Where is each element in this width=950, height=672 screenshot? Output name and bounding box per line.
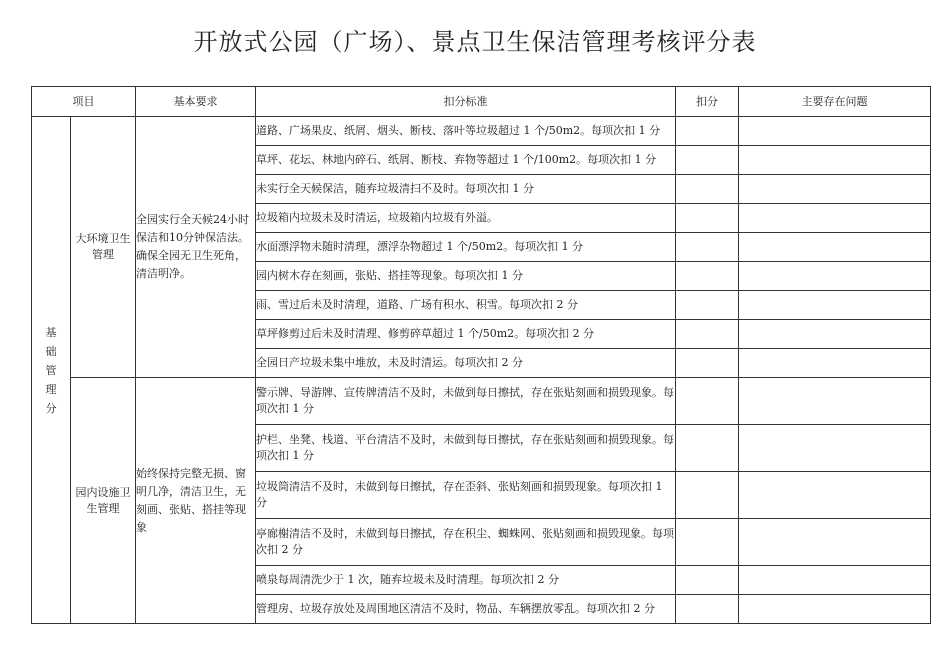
deduction-cell[interactable] [676, 117, 739, 146]
issues-cell[interactable] [739, 472, 931, 519]
issues-cell[interactable] [739, 262, 931, 291]
deduction-cell[interactable] [676, 378, 739, 425]
issues-cell[interactable] [739, 204, 931, 233]
issues-cell[interactable] [739, 233, 931, 262]
header-row [32, 87, 931, 117]
deduction-cell[interactable] [676, 204, 739, 233]
deduction-cell[interactable] [676, 146, 739, 175]
header-standard: 扣分标准 [256, 87, 676, 117]
standard-cell: 未实行全天候保洁，随弃垃圾清扫不及时。每项次扣 1 分 [256, 175, 676, 204]
standard-cell: 水面漂浮物未随时清理，漂浮杂物超过 1 个/50m2。每项次扣 1 分 [256, 233, 676, 262]
issues-cell[interactable] [739, 291, 931, 320]
deduction-cell[interactable] [676, 233, 739, 262]
deduction-cell[interactable] [676, 519, 739, 566]
standard-cell: 雨、雪过后未及时清理，道路、广场有积水、积雪。每项次扣 2 分 [256, 291, 676, 320]
deduction-cell[interactable] [676, 595, 739, 624]
issues-cell[interactable] [739, 566, 931, 595]
category-label: 基 础 管 理 分 [45, 325, 57, 415]
deduction-cell[interactable] [676, 291, 739, 320]
table-row [32, 117, 931, 146]
group-name-cell: 大环境卫生管理 [71, 117, 136, 378]
standard-cell: 喷泉每周清洗少于 1 次，随弃垃圾未及时清理。每项次扣 2 分 [256, 566, 676, 595]
issues-cell[interactable] [739, 425, 931, 472]
issues-cell[interactable] [739, 595, 931, 624]
header-item: 项目 [32, 87, 136, 117]
requirement-text: 全园实行全天候24小时保洁和10分钟保洁法。确保全园无卫生死角，清洁明净。 [136, 213, 249, 280]
page-title: 开放式公园（广场）、景点卫生保洁管理考核评分表 [193, 28, 757, 56]
issues-cell[interactable] [739, 378, 931, 425]
category-cell [32, 117, 71, 624]
issues-cell[interactable] [739, 349, 931, 378]
standard-cell: 草坪修剪过后未及时清理、修剪碎草超过 1 个/50m2。每项次扣 2 分 [256, 320, 676, 349]
requirement-cell [136, 117, 256, 378]
issues-cell[interactable] [739, 519, 931, 566]
deduction-cell[interactable] [676, 349, 739, 378]
standard-cell: 垃圾箱内垃圾未及时清运，垃圾箱内垃圾有外溢。 [256, 204, 676, 233]
standard-cell: 草坪、花坛、林地内碎石、纸屑、断枝、弃物等超过 1 个/100m2。每项次扣 1 分 [256, 146, 676, 175]
scoring-table [31, 86, 931, 624]
standard-cell: 园内树木存在刻画，张贴、搭挂等现象。每项次扣 1 分 [256, 262, 676, 291]
standard-cell: 管理房、垃圾存放处及周围地区清洁不及时，物品、车辆摆放零乱。每项次扣 2 分 [256, 595, 676, 624]
standard-cell: 护栏、坐凳、栈道、平台清洁不及时，未做到每日擦拭，存在张贴刻画和损毁现象。每项次扣 1 分 [256, 425, 676, 472]
deduction-cell[interactable] [676, 566, 739, 595]
standard-cell: 全园日产垃圾未集中堆放，未及时清运。每项次扣 2 分 [256, 349, 676, 378]
requirement-text: 始终保持完整无损、窗明几净，清洁卫生，无刻画、张贴、搭挂等现象 [136, 466, 246, 534]
issues-cell[interactable] [739, 146, 931, 175]
issues-cell[interactable] [739, 320, 931, 349]
issues-cell[interactable] [739, 117, 931, 146]
group-name-cell: 园内设施卫生管理 [71, 378, 136, 624]
standard-cell: 垃圾筒清洁不及时，未做到每日擦拭，存在歪斜、张贴刻画和损毁现象。每项次扣 1 分 [256, 472, 676, 519]
requirement-cell [136, 378, 256, 624]
header-issues: 主要存在问题 [739, 87, 931, 117]
table-row [32, 378, 931, 425]
deduction-cell[interactable] [676, 175, 739, 204]
header-deduction: 扣分 [676, 87, 739, 117]
deduction-cell[interactable] [676, 472, 739, 519]
header-requirement: 基本要求 [136, 87, 256, 117]
standard-cell: 警示牌、导游牌、宣传牌清洁不及时，未做到每日擦拭，存在张贴刻画和损毁现象。每项次扣 1 分 [256, 378, 676, 425]
deduction-cell[interactable] [676, 320, 739, 349]
deduction-cell[interactable] [676, 262, 739, 291]
deduction-cell[interactable] [676, 425, 739, 472]
standard-cell: 亭廊榭清洁不及时，未做到每日擦拭，存在积尘、蜘蛛网、张贴刻画和损毁现象。每项次扣 2 分 [256, 519, 676, 566]
issues-cell[interactable] [739, 175, 931, 204]
standard-cell: 道路、广场果皮、纸屑、烟头、断枝、落叶等垃圾超过 1 个/50m2。每项次扣 1 分 [256, 117, 676, 146]
